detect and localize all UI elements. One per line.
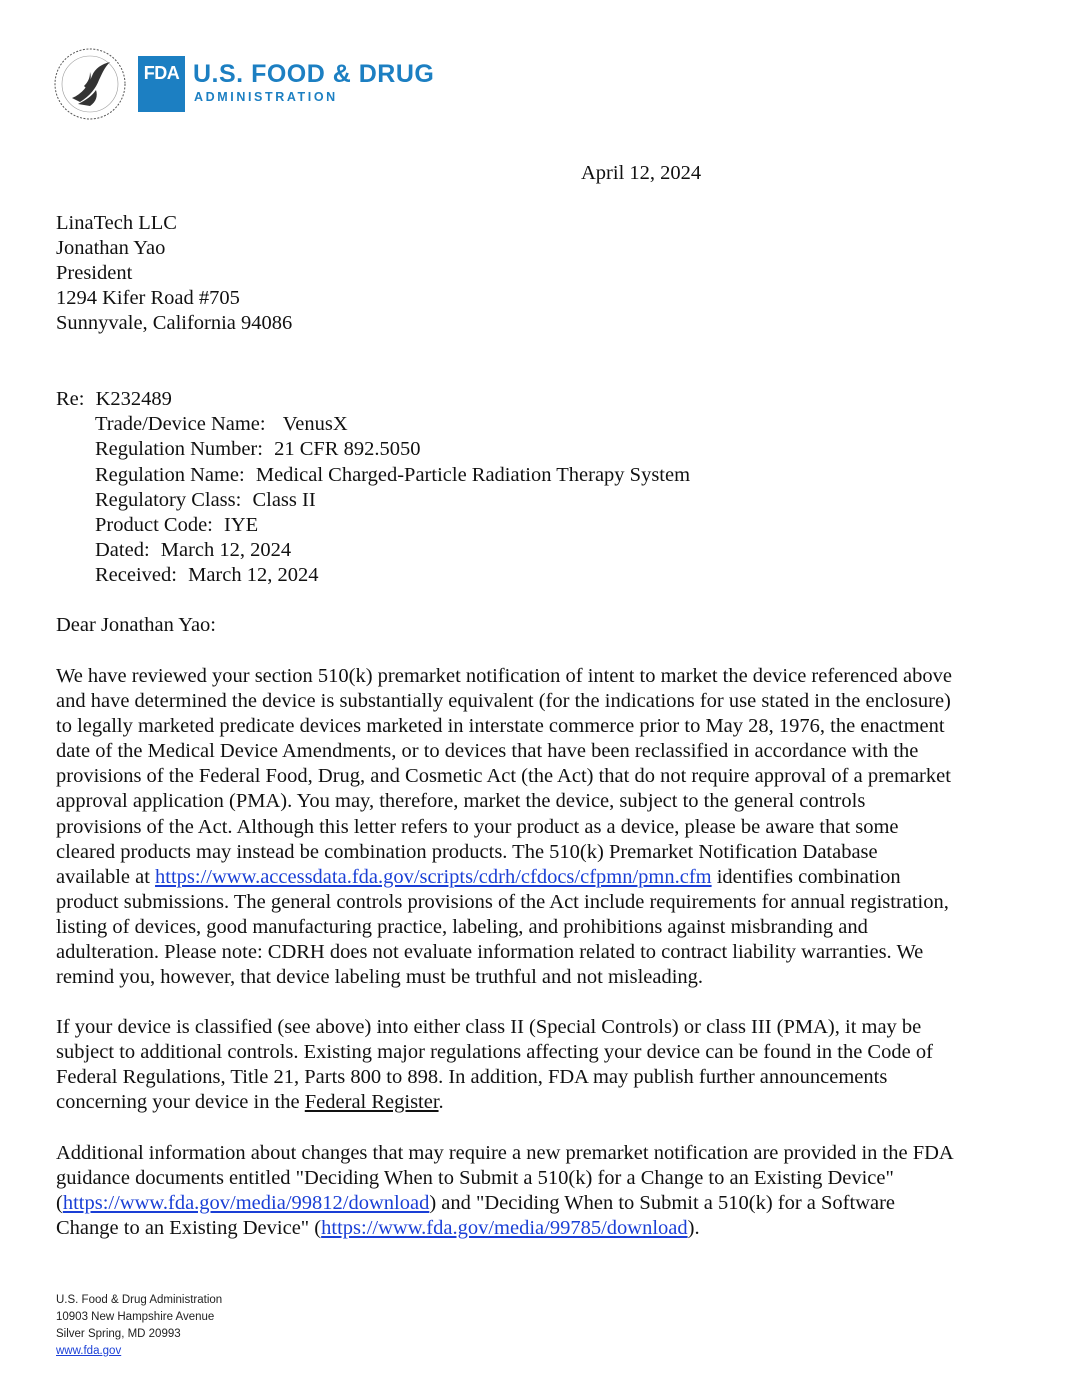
paragraph-line: adulteration. Please note: CDRH does not evaluate information related to contract liability warranties. We <box>56 941 924 964</box>
paragraph-line: product submissions. The general controls provisions of the Act include requirements for annual registration, <box>56 890 949 913</box>
paragraph-line: remind you, however, that device labeling must be truthful and not misleading. <box>56 966 704 989</box>
fda-website-link[interactable]: www.fda.gov <box>56 1345 122 1357</box>
agency-subtitle: ADMINISTRATION <box>194 90 338 104</box>
footer-line: 10903 New Hampshire Avenue <box>56 1311 215 1323</box>
paragraph-line <box>56 865 1021 890</box>
fda-logo-text: FDA <box>143 63 180 83</box>
footer-line: Silver Spring, MD 20993 <box>56 1328 181 1340</box>
paragraph-line: We have reviewed your section 510(k) premarket notification of intent to market the device referenced above <box>56 665 952 687</box>
agency-name: U.S. FOOD & DRUG <box>193 60 435 88</box>
re-field-value: March 12, 2024 <box>188 564 319 587</box>
paragraph-510k-review <box>56 664 1021 990</box>
re-field-label: Regulation Number: <box>95 438 263 461</box>
guidance-link-device[interactable]: https://www.fda.gov/media/99812/download <box>62 1192 430 1215</box>
re-field-label: Dated: <box>95 539 150 562</box>
paragraph-guidance <box>56 1141 1021 1241</box>
re-field-value: 21 CFR 892.5050 <box>274 438 421 461</box>
federal-register-text: Federal Register <box>304 1091 439 1114</box>
footer-line: U.S. Food & Drug Administration <box>56 1294 223 1306</box>
address-line: Jonathan Yao <box>56 237 166 259</box>
re-field-value: March 12, 2024 <box>160 539 292 562</box>
paragraph-line: provisions of the Federal Food, Drug, and Cosmetic Act (the Act) that do not require approval of a premarket <box>56 765 951 788</box>
letter-date: April 12, 2024 <box>581 162 702 184</box>
re-field-label: Regulation Name: <box>95 463 245 486</box>
text-segment: ) and "Deciding When to Submit a 510(k) for a Software <box>429 1192 896 1215</box>
hhs-seal-logo <box>52 46 128 122</box>
re-field <box>56 488 1016 513</box>
fda-logo-box <box>138 56 185 112</box>
paragraph-line: to legally marketed predicate devices marketed in interstate commerce prior to May 28, 1976, the enactment <box>56 715 945 738</box>
paragraph-line: If your device is classified (see above) into either class II (Special Controls) or class III (PMA), it may be <box>56 1016 922 1038</box>
paragraph-line: and have determined the device is substantially equivalent (for the indications for use stated in the enclosure) <box>56 690 951 713</box>
footer-address <box>56 1292 222 1360</box>
re-field <box>56 437 1016 462</box>
re-field-label: Trade/Device Name: <box>95 413 266 436</box>
paragraph-line <box>56 1090 1021 1115</box>
address-line: President <box>56 262 133 284</box>
re-block <box>56 387 1016 589</box>
re-field-value: Medical Charged-Particle Radiation Therapy System <box>255 463 691 486</box>
text-segment: ). <box>687 1217 700 1240</box>
paragraph-line: listing of devices, good manufacturing practice, labeling, and prohibitions against misbranding and <box>56 915 868 938</box>
re-field-value: VenusX <box>282 413 348 436</box>
paragraph-classification <box>56 1015 1021 1115</box>
text-segment: identifies combination <box>711 865 901 888</box>
re-field-label: Regulatory Class: <box>95 488 242 511</box>
paragraph-line: Additional information about changes that may require a new premarket notification are provided in the FDA <box>56 1142 954 1164</box>
address-line: LinaTech LLC <box>56 212 177 234</box>
re-field-label: Received: <box>95 564 177 587</box>
paragraph-line <box>56 1216 1021 1241</box>
paragraph-line: provisions of the Act. Although this letter refers to your product as a device, please be aware that some <box>56 815 899 838</box>
text-segment: concerning your device in the <box>56 1091 305 1114</box>
text-segment: ( <box>56 1192 63 1215</box>
text-segment: Change to an Existing Device" ( <box>56 1217 322 1240</box>
paragraph-line: guidance documents entitled "Deciding When to Submit a 510(k) for a Change to an Existing Device" <box>56 1167 894 1190</box>
guidance-link-software[interactable]: https://www.fda.gov/media/99785/download <box>321 1217 688 1240</box>
re-number: K232489 <box>95 388 172 410</box>
re-label: Re: <box>56 388 85 410</box>
text-segment: . <box>438 1091 444 1114</box>
paragraph-line: date of the Medical Device Amendments, or to devices that have been reclassified in accordance with the <box>56 740 919 763</box>
paragraph-line: cleared products may instead be combination products. The 510(k) Premarket Notification Database <box>56 840 878 863</box>
re-field <box>56 538 1016 563</box>
recipient-address <box>56 211 292 336</box>
paragraph-line: Federal Regulations, Title 21, Parts 800 to 898. In addition, FDA may publish further announcements <box>56 1066 888 1089</box>
re-field <box>56 463 1016 488</box>
paragraph-line: subject to additional controls. Existing major regulations affecting your device can be found in the Code of <box>56 1041 933 1064</box>
re-line <box>56 387 1016 412</box>
re-field <box>56 513 1016 538</box>
re-field <box>56 412 1016 437</box>
address-line: 1294 Kifer Road #705 <box>56 287 240 309</box>
text-segment: available at <box>56 865 156 888</box>
re-field <box>56 563 1016 588</box>
re-field-value: IYE <box>224 513 259 536</box>
pmn-database-link[interactable]: https://www.accessdata.fda.gov/scripts/cdrh/cfdocs/cfpmn/pmn.cfm <box>155 865 712 888</box>
address-line: Sunnyvale, California 94086 <box>56 312 293 334</box>
paragraph-line <box>56 1191 1021 1216</box>
salutation: Dear Jonathan Yao: <box>56 614 216 636</box>
re-field-value: Class II <box>252 488 316 511</box>
paragraph-line: approval application (PMA). You may, therefore, market the device, subject to the general controls <box>56 790 866 813</box>
re-field-label: Product Code: <box>95 513 213 536</box>
